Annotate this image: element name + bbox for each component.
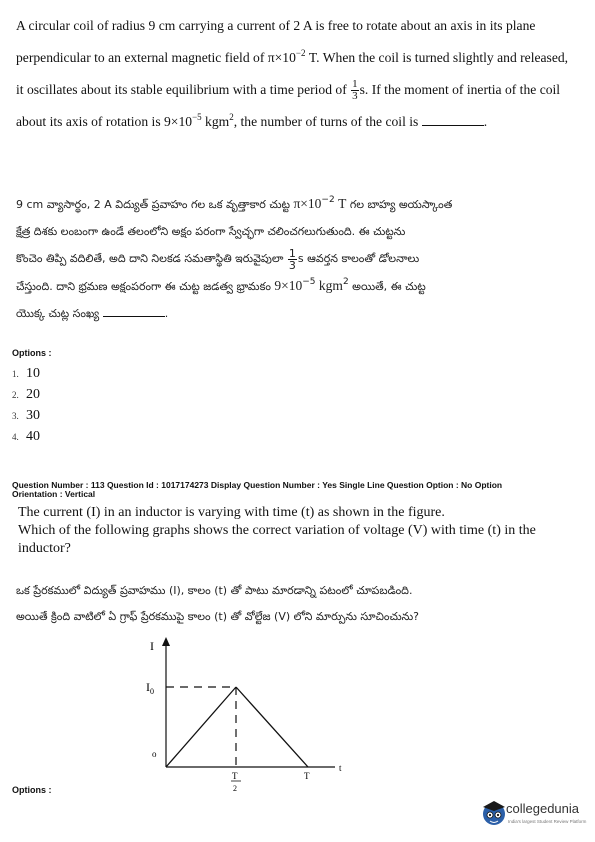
option-3[interactable]: 3. 30 xyxy=(12,407,40,423)
question-meta: Question Number : 113 Question Id : 1017174273 Display Question Number : Yes Single Line Question Option : No Option Orientation : Vertical xyxy=(12,480,503,499)
y-axis-label: I xyxy=(150,639,154,653)
collegedunia-logo xyxy=(480,795,595,835)
x-axis-label: t xyxy=(339,763,342,773)
half-period-label-den: 2 xyxy=(233,784,237,793)
half-period-label-num: T xyxy=(232,771,238,781)
y-axis-arrow xyxy=(162,637,170,646)
current-time-graph xyxy=(130,635,360,793)
telugu-line: యొక్క చుట్ల సంఖ్య . xyxy=(16,307,169,320)
period-label: T xyxy=(304,771,310,781)
telugu-line: చేస్తుంది. దాని భ్రమణ అక్షంపరంగా ఈ చుట్ట జడత్వ భ్రామకం $9\times 10^{-5}$ kgm$^2$ అయితే, ఈ చుట్ట xyxy=(16,277,426,293)
options-heading: Options : xyxy=(12,348,52,358)
fraction-one-third: $\frac{1}{3}$ xyxy=(352,78,358,103)
answer-blank xyxy=(103,316,165,317)
option-4[interactable]: 4. 40 xyxy=(12,428,40,444)
brand-tagline: India's largest Student Review Platform xyxy=(508,819,587,824)
rising-current-line xyxy=(166,687,236,767)
question-1-telugu-text xyxy=(16,190,581,327)
options-heading-2: Options : xyxy=(12,785,52,795)
question-2-text: The current (I) in an inductor is varying with time (t) as shown in the figure. Which of the following graphs shows the correct variation of voltage (V) with time (t) in the inductor? xyxy=(18,505,536,556)
option-2[interactable]: 2. 20 xyxy=(12,386,40,402)
fraction-one-third: $\frac{1}{3}$ xyxy=(288,246,296,272)
telugu-line: కొంచెం తిప్పి వదిలితే, అది దాని నిలకడ సమతాస్థితి ఇరువైపులా $\frac{1}{3}$ s ఆవర్తన కాలంతో డోలనాలు xyxy=(16,246,420,272)
question-1-text: A circular coil of radius 9 cm carrying a current of 2 A is free to rotate about an axis in its plane perpendicular to an external magnetic field of $\pi\times 10^{-2}$ T. When the coil is turned slightly and released, it oscillates about its stable equilibrium with a time period of $\frac{1}{3}$ s. If the moment of inertia of the coil about its axis of rotation is $9\times 10^{-5}$ kgm$^2$, the number of turns of the coil is . xyxy=(16,18,569,129)
options-list xyxy=(12,363,40,447)
falling-current-line xyxy=(236,687,308,767)
answer-blank xyxy=(422,125,484,126)
peak-label: $I_0$ xyxy=(146,680,154,696)
telugu-line: క్షేత్ర దిశకు లంబంగా ఉండే తలంలోని అక్షం పరంగా స్వేచ్ఛగా చలించగలుగుతుంది. ఈ చుట్టను xyxy=(16,225,406,238)
origin-label: o xyxy=(152,749,157,759)
option-1[interactable]: 1. 10 xyxy=(12,365,40,381)
brand-name: collegedunia xyxy=(506,801,580,816)
telugu-line: 9 cm వ్యాసార్థం, 2 A విద్యుత్ ప్రవాహం గల ఒక వృత్తాకార చుట్ట $\pi\times 10^{-2}$ T గల బాహ్య అయస్కాంత xyxy=(16,195,453,211)
question-2-telugu-text: ఒక ప్రేరకములో విద్యుత్ ప్రవాహము (I), కాలం (t) తో పాటు మారడాన్ని పటంలో చూపబడింది. అయితే క్రింది వాటిలో ఏ గ్రాఫ్ ప్రేరకముపై కాలం (t) తో వోల్టేజ (V) లోని మార్పును సూచించును? xyxy=(16,584,420,623)
